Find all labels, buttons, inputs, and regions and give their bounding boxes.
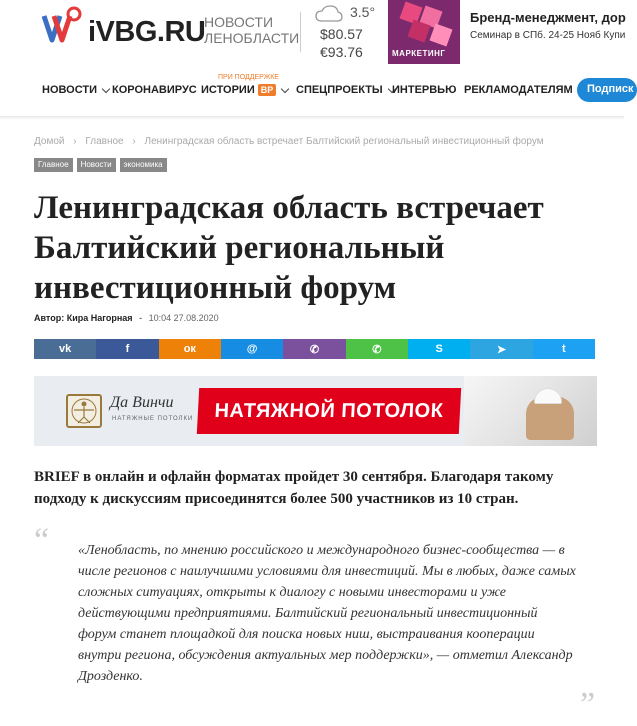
logo-icon — [40, 6, 84, 50]
cloud-icon — [314, 4, 344, 24]
nav-item-news[interactable] — [42, 84, 109, 96]
share-viber-button[interactable] — [283, 339, 345, 359]
viber-icon: ✆ — [309, 343, 320, 356]
facebook-icon: f — [125, 343, 130, 355]
share-whatsapp-button[interactable] — [346, 339, 408, 359]
nav-item-stories[interactable] — [201, 84, 288, 96]
whatsapp-icon: ✆ — [372, 343, 382, 356]
nav-item-label: НОВОСТИ — [42, 84, 98, 96]
breadcrumb-current: Ленинградская область встречает Балтийский региональный инвестиционный форум — [144, 136, 544, 147]
br-badge: ВР — [258, 84, 277, 96]
promo-subtitle[interactable]: Семинар в СПб. 24-25 Нояб Купи — [470, 30, 626, 41]
odnoklassniki-icon: ок — [183, 343, 196, 355]
main-nav — [0, 72, 624, 112]
nav-item-label: КОРОНАВИРУС — [112, 84, 197, 96]
usd-rate: $80.57 — [320, 26, 363, 42]
article-lead: BRIEF в онлайн и офлайн форматах пройдет 30 сентября. Благодаря такому подходу к дискуссиям присоединятся более 500 участников из 10 стран. — [34, 469, 554, 507]
share-telegram-button[interactable] — [470, 339, 532, 359]
share-twitter-button[interactable] — [533, 339, 595, 359]
share-moimir-button[interactable] — [221, 339, 283, 359]
tag-news[interactable]: Новости — [77, 158, 116, 172]
quote-open-icon: “ — [34, 522, 50, 559]
subscribe-button[interactable]: Подписк — [577, 78, 637, 102]
article-datetime: 10:04 27.08.2020 — [148, 313, 219, 323]
article-title: Ленинградская область встречает Балтийский региональный инвестиционный форум — [34, 190, 544, 306]
site-logo[interactable] — [40, 4, 206, 54]
nav-item-advertisers[interactable] — [464, 84, 573, 96]
tag-economy[interactable]: экономика — [120, 158, 167, 172]
article-author[interactable]: Автор: Кира Нагорная — [34, 313, 133, 323]
nav-divider — [0, 116, 624, 120]
eur-rate: €93.76 — [320, 44, 363, 60]
ad-brand: Да Винчи — [110, 394, 174, 411]
ad-brand-subtitle: НАТЯЖНЫЕ ПОТОЛКИ — [112, 416, 194, 422]
telegram-icon: ➤ — [496, 343, 507, 356]
header-divider — [300, 12, 301, 52]
nav-support-label: ПРИ ПОДДЕРЖКЕ — [218, 74, 279, 81]
share-skype-button[interactable] — [408, 339, 470, 359]
vk-icon: vk — [59, 343, 72, 355]
nav-item-label: РЕКЛАМОДАТЕЛЯМ — [464, 84, 573, 96]
weather-widget — [312, 2, 382, 62]
article-byline — [34, 313, 219, 323]
share-bar — [34, 339, 595, 359]
chevron-down-icon — [102, 84, 110, 92]
tag-main[interactable]: Главное — [34, 158, 73, 172]
breadcrumb-separator: › — [73, 136, 77, 147]
article-quote: «Ленобласть, по мнению российского и международного бизнес-сообщества — в числе регионов с наилучшими условиями для инвестиций. Мы в любых, даже самых сложных ситуациях, открыты к диалогу с новыми инвесторами и уже действующими предприятиями. Балтийский региональный инвестиционный форум станет площадкой для поиска новых ниш, выстраивания кооперации внутри региона, обсуждения актуальных мер поддержки», — отметил Александр Дрозденко. — [78, 543, 576, 684]
site-header — [0, 0, 624, 72]
site-tagline: НОВОСТИ ЛЕНОБЛАСТИ — [204, 14, 300, 46]
nav-item-coronavirus[interactable] — [112, 84, 197, 96]
moimir-icon: @ — [246, 343, 258, 355]
logo-text: iVBG.RU — [88, 16, 206, 48]
breadcrumb-main[interactable]: Главное — [85, 136, 124, 147]
promo-title[interactable]: Бренд-менеджмент, дор — [470, 10, 626, 25]
share-odnoklassniki-button[interactable] — [159, 339, 221, 359]
breadcrumb — [34, 136, 550, 147]
nav-item-special-projects[interactable] — [296, 84, 395, 96]
breadcrumb-separator: › — [132, 136, 136, 147]
ad-headline: НАТЯЖНОЙ ПОТОЛОК — [197, 388, 461, 434]
article-tags — [34, 158, 167, 172]
promo-image[interactable] — [388, 0, 460, 64]
promo-image-label: МАРКЕТИНГ — [392, 49, 446, 58]
share-facebook-button[interactable] — [96, 339, 158, 359]
skype-icon: S — [435, 343, 443, 355]
share-vk-button[interactable] — [34, 339, 96, 359]
twitter-icon: t — [561, 343, 566, 355]
chevron-down-icon — [281, 84, 289, 92]
breadcrumb-home[interactable]: Домой — [34, 136, 65, 147]
quote-close-icon: ” — [580, 686, 596, 723]
byline-separator: - — [139, 313, 143, 323]
nav-item-label: ИНТЕРВЬЮ — [392, 84, 457, 96]
vitruvian-icon — [68, 396, 100, 426]
weather-temperature: 3.5° — [350, 4, 376, 20]
ad-banner[interactable] — [34, 376, 597, 446]
vitruvian-logo-icon — [66, 394, 102, 428]
nav-item-label: ИСТОРИИ — [201, 84, 255, 96]
nav-item-label: СПЕЦПРОЕКТЫ — [296, 84, 383, 96]
nav-item-interviews[interactable] — [392, 84, 456, 96]
